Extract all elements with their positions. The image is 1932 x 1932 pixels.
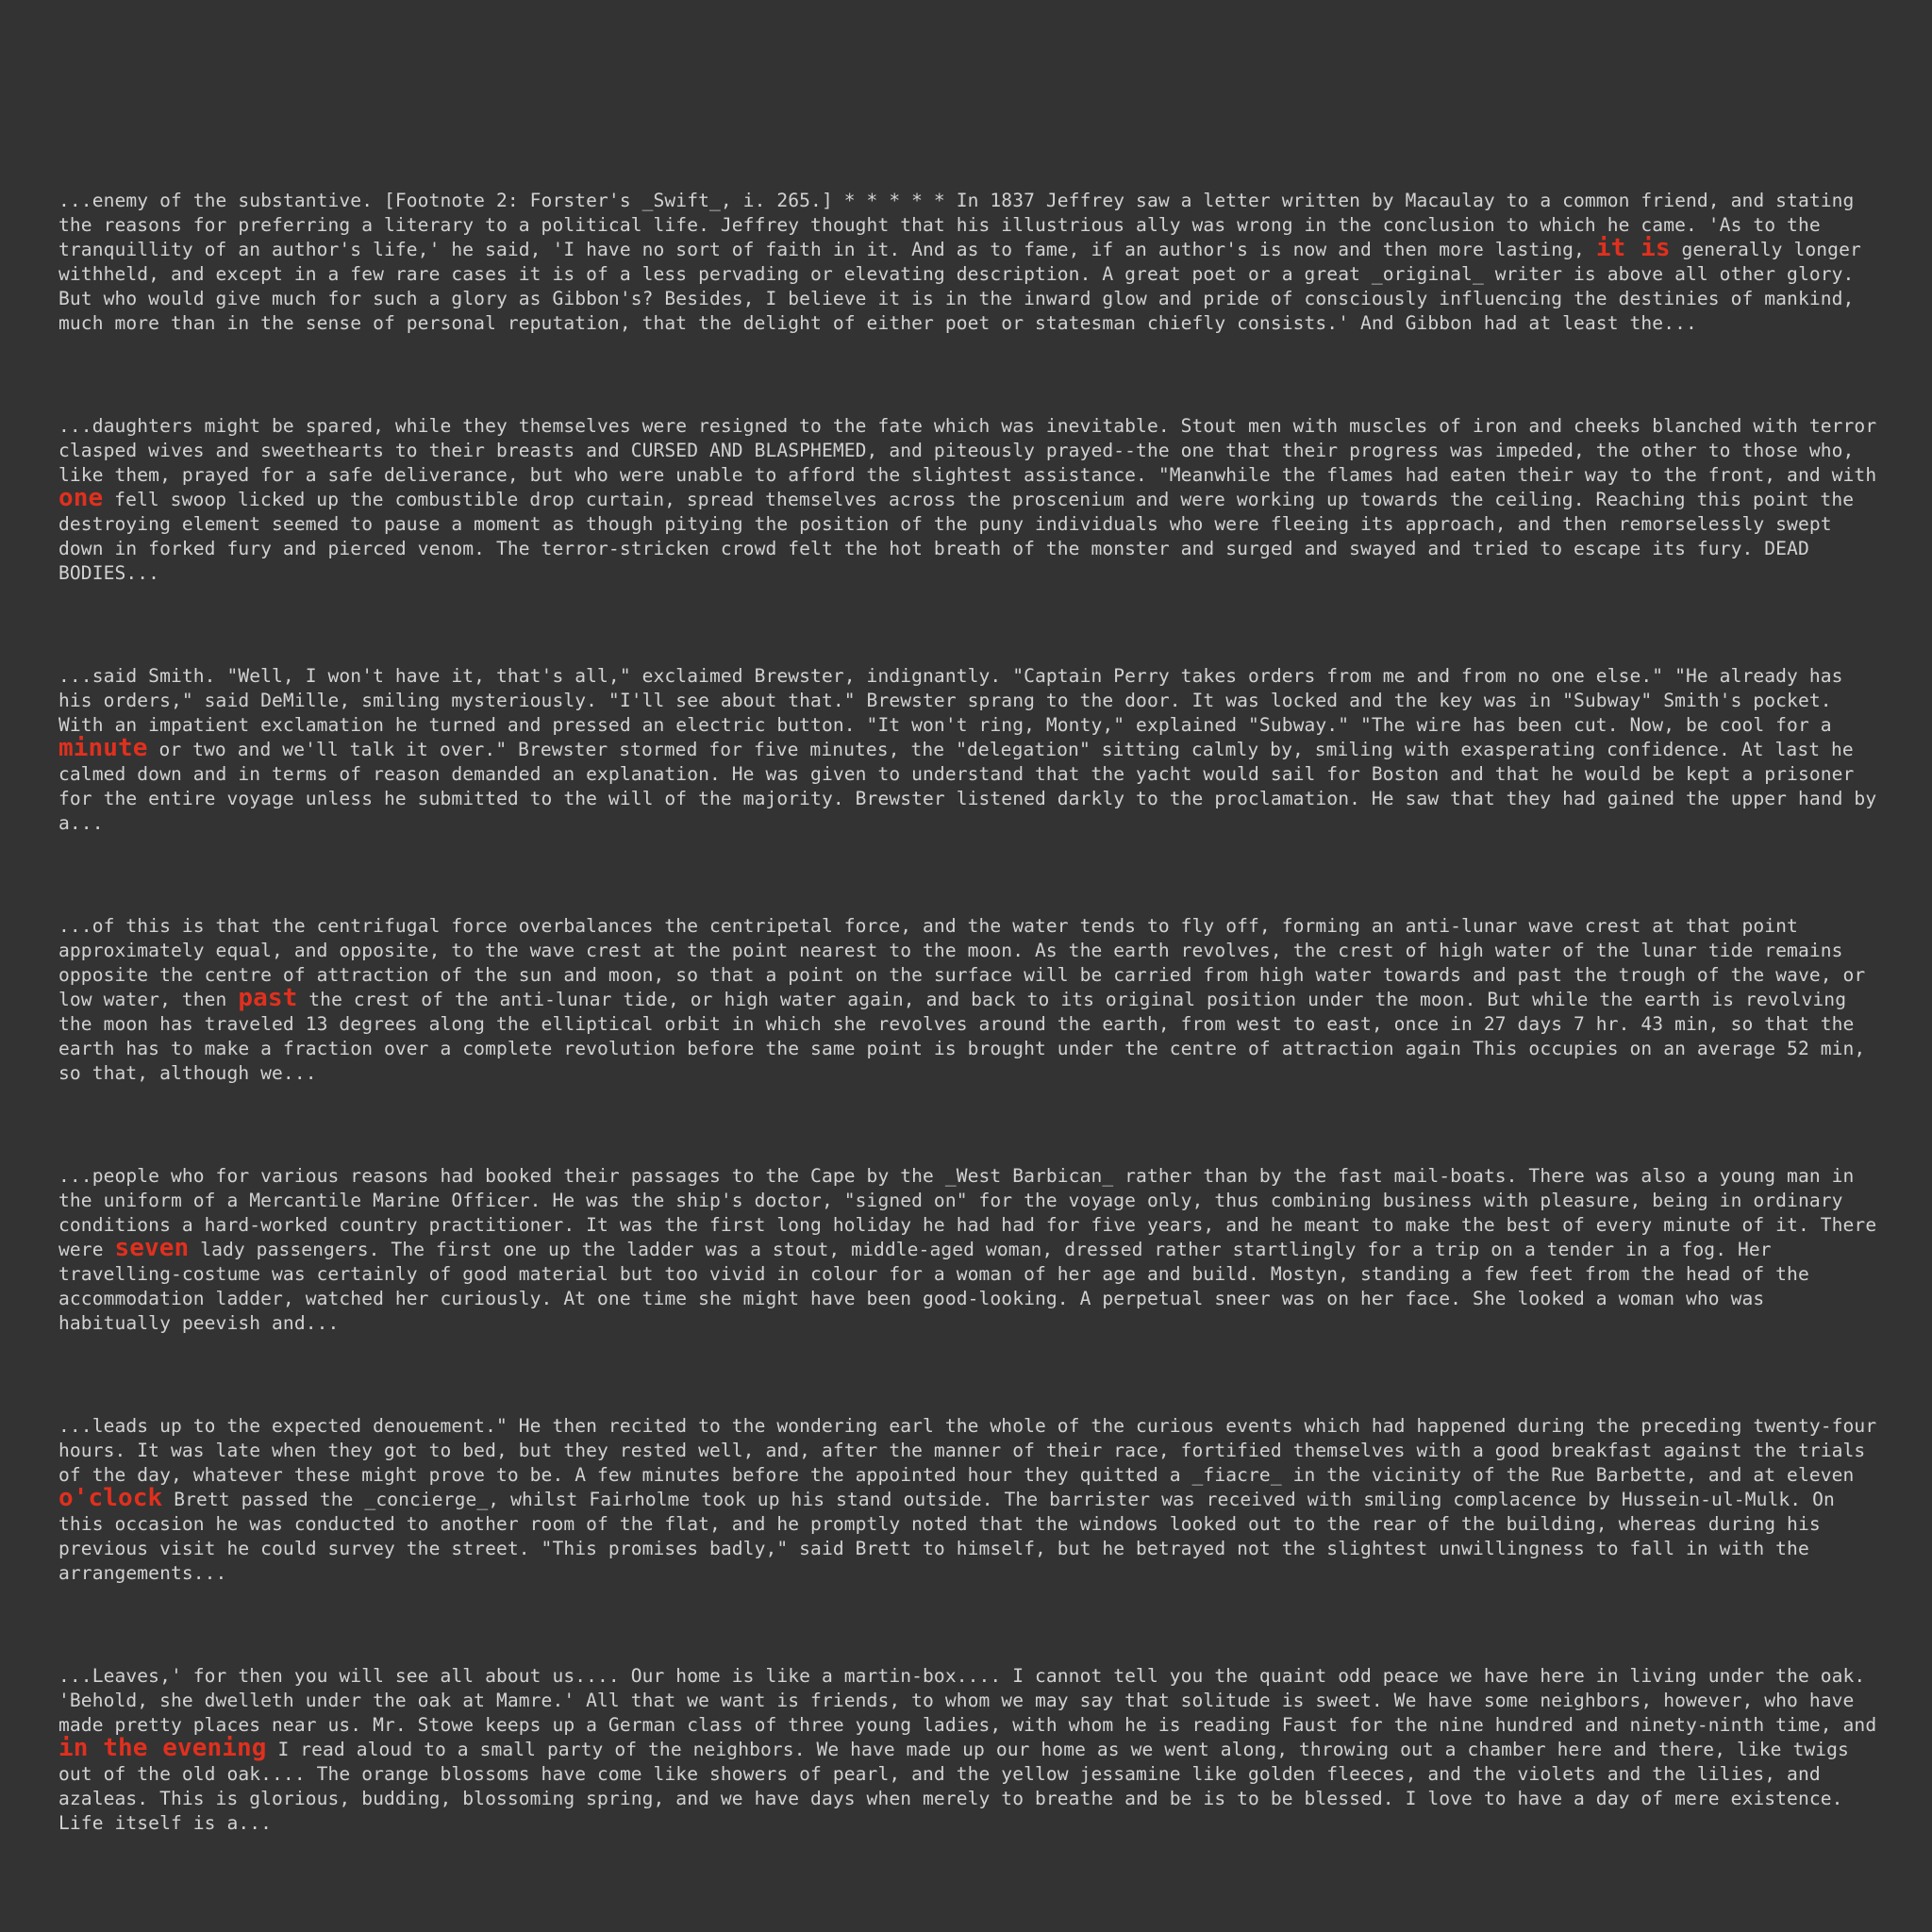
excerpt-page xyxy=(58,189,1883,1914)
excerpt-4-text-after: the crest of the anti-lunar tide, or high water again, and back to its original position under the moon. But while the earth is revolving the moon has traveled 13 degrees along the elliptical orbit in which she revolves around the earth, from west to east, once in 27 days 7 hr. 43 min, so that the earth has to make a fraction over a complete revolution before the same point is brought under the centre of attraction again This occupies on an average 52 min, so that, although we... xyxy=(58,989,1866,1084)
excerpt-3 xyxy=(58,664,1883,836)
excerpt-2 xyxy=(58,414,1883,586)
excerpt-5-highlight: seven xyxy=(114,1234,190,1262)
excerpt-2-highlight: one xyxy=(58,484,104,512)
excerpt-1-text-before: ...enemy of the substantive. [Footnote 2: Forster's _Swift_, i. 265.] * * * * * In 1837 Jeffrey saw a letter written by Macaulay to a common friend, and stating the reasons for preferring a literary to a political life. Jeffrey thought that his illustrious ally was wrong in the conclusion to which he came. 'As to the tranquillity of an author's life,' he said, 'I have no sort of faith in it. And as to fame, if an author's is now and then more lasting, xyxy=(58,190,1855,260)
excerpt-6-text-after: Brett passed the _concierge_, whilst Fairholme took up his stand outside. The barrister was received with smiling complacence by Hussein-ul-Mulk. On this occasion he was conducted to another room of the flat, and he promptly noted that the windows looked out to the rear of the building, whereas during his previous visit he could survey the street. "This promises badly," said Brett to himself, but he betrayed not the slightest unwillingness to fall in with the arrangements... xyxy=(58,1489,1835,1584)
excerpt-2-text-after: fell swoop licked up the combustible drop curtain, spread themselves across the proscenium and were working up towards the ceiling. Reaching this point the destroying element seemed to pause a moment as though pitying the position of the puny individuals who were fleeing its approach, and then remorselessly swept down in forked fury and pierced venom. The terror-stricken crowd felt the hot breath of the monster and surged and swayed and tried to escape its fury. DEAD BODIES... xyxy=(58,489,1855,584)
excerpt-7-text-before: ...Leaves,' for then you will see all about us.... Our home is like a martin-box.... I cannot tell you the quaint odd peace we have here in living under the oak. 'Behold, she dwelleth under the oak at Mamre.' All that we want is friends, to whom we may say that solitude is sweet. We have some neighbors, however, who have made pretty places near us. Mr. Stowe keeps up a German class of three young ladies, with whom he is reading Faust for the nine hundred and ninety-ninth time, and xyxy=(58,1665,1877,1736)
excerpt-1 xyxy=(58,189,1883,336)
excerpt-1-text-after: generally longer withheld, and except in a few rare cases it is of a less pervading or elevating description. A great poet or a great _original_ writer is above all other glory. But who would give much for such a glory as Gibbon's? Besides, I believe it is in the inward glow and pride of consciously influencing the destinies of mankind, much more than in the sense of personal reputation, that the delight of either poet or statesman chiefly consists.' And Gibbon had at least the... xyxy=(58,239,1861,334)
excerpt-3-text-before: ...said Smith. "Well, I won't have it, that's all," exclaimed Brewster, indignantly. "Captain Perry takes orders from me and from no one else." "He already has his orders," said DeMille, smiling mysteriously. "I'll see about that." Brewster sprang to the door. It was locked and the key was in "Subway" Smith's pocket. With an impatient exclamation he turned and pressed an electric button. "It won't ring, Monty," explained "Subway." "The wire has been cut. Now, be cool for a xyxy=(58,665,1843,736)
excerpt-3-text-after: or two and we'll talk it over." Brewster stormed for five minutes, the "delegation" sitting calmly by, smiling with exasperating confidence. At last he calmed down and in terms of reason demanded an explanation. He was given to understand that the yacht would sail for Boston and that he would be kept a prisoner for the entire voyage unless he submitted to the will of the majority. Brewster listened darkly to the proclamation. He saw that they had gained the upper hand by a... xyxy=(58,739,1877,834)
excerpt-4 xyxy=(58,914,1883,1086)
excerpt-7 xyxy=(58,1664,1883,1836)
excerpt-5-text-before: ...people who for various reasons had booked their passages to the Cape by the _West Barbican_ rather than by the fast mail-boats. There was also a young man in the uniform of a Mercantile Marine Officer. He was the ship's doctor, "signed on" for the voyage only, thus combining business with pleasure, being in ordinary conditions a hard-worked country practitioner. It was the first long holiday he had had for five years, and he meant to make the best of every minute of it. There were xyxy=(58,1165,1877,1260)
excerpt-4-highlight: past xyxy=(238,984,298,1012)
excerpt-7-highlight: in the evening xyxy=(58,1734,267,1762)
excerpt-1-highlight: it is xyxy=(1595,234,1671,262)
excerpt-2-text-before: ...daughters might be spared, while they themselves were resigned to the fate which was inevitable. Stout men with muscles of iron and cheeks blanched with terror clasped wives and sweethearts to their breasts and CURSED AND BLASPHEMED, and piteously prayed--the one that their progress was impeded, the other to those who, like them, prayed for a safe deliverance, but who were unable to afford the slightest assistance. "Meanwhile the flames had eaten their way to the front, and with xyxy=(58,415,1877,486)
excerpt-3-highlight: minute xyxy=(58,734,148,762)
excerpt-7-text-after: I read aloud to a small party of the neighbors. We have made up our home as we went along, throwing out a chamber here and there, like twigs out of the old oak.... The orange blossoms have come like showers of pearl, and the yellow jessamine like golden fleeces, and the violets and the lilies, and azaleas. This is glorious, budding, blossoming spring, and we have days when merely to breathe and be is to be blessed. I love to have a day of mere existence. Life itself is a... xyxy=(58,1739,1849,1834)
excerpt-6 xyxy=(58,1414,1883,1586)
excerpt-4-text-before: ...of this is that the centrifugal force overbalances the centripetal force, and the water tends to fly off, forming an anti-lunar wave crest at that point approximately equal, and opposite, to the wave crest at the point nearest to the moon. As the earth revolves, the crest of high water of the lunar tide remains opposite the centre of attraction of the sun and moon, so that a point on the surface will be carried from high water towards and past the trough of the wave, or low water, then xyxy=(58,915,1866,1010)
excerpt-6-highlight: o'clock xyxy=(58,1484,163,1512)
excerpt-5 xyxy=(58,1164,1883,1336)
excerpt-6-text-before: ...leads up to the expected denouement." He then recited to the wondering earl the whole of the curious events which had happened during the preceding twenty-four hours. It was late when they got to bed, but they rested well, and, after the manner of their race, fortified themselves with a good breakfast against the trials of the day, whatever these might prove to be. A few minutes before the appointed hour they quitted a _fiacre_ in the vicinity of the Rue Barbette, and at eleven xyxy=(58,1415,1877,1486)
excerpt-5-text-after: lady passengers. The first one up the ladder was a stout, middle-aged woman, dressed rather startlingly for a trip on a tender in a fog. Her travelling-costume was certainly of good material but too vivid in colour for a woman of her age and build. Mostyn, standing a few feet from the head of the accommodation ladder, watched her curiously. At one time she might have been good-looking. A perpetual sneer was on her face. She looked a woman who was habitually peevish and... xyxy=(58,1239,1809,1334)
